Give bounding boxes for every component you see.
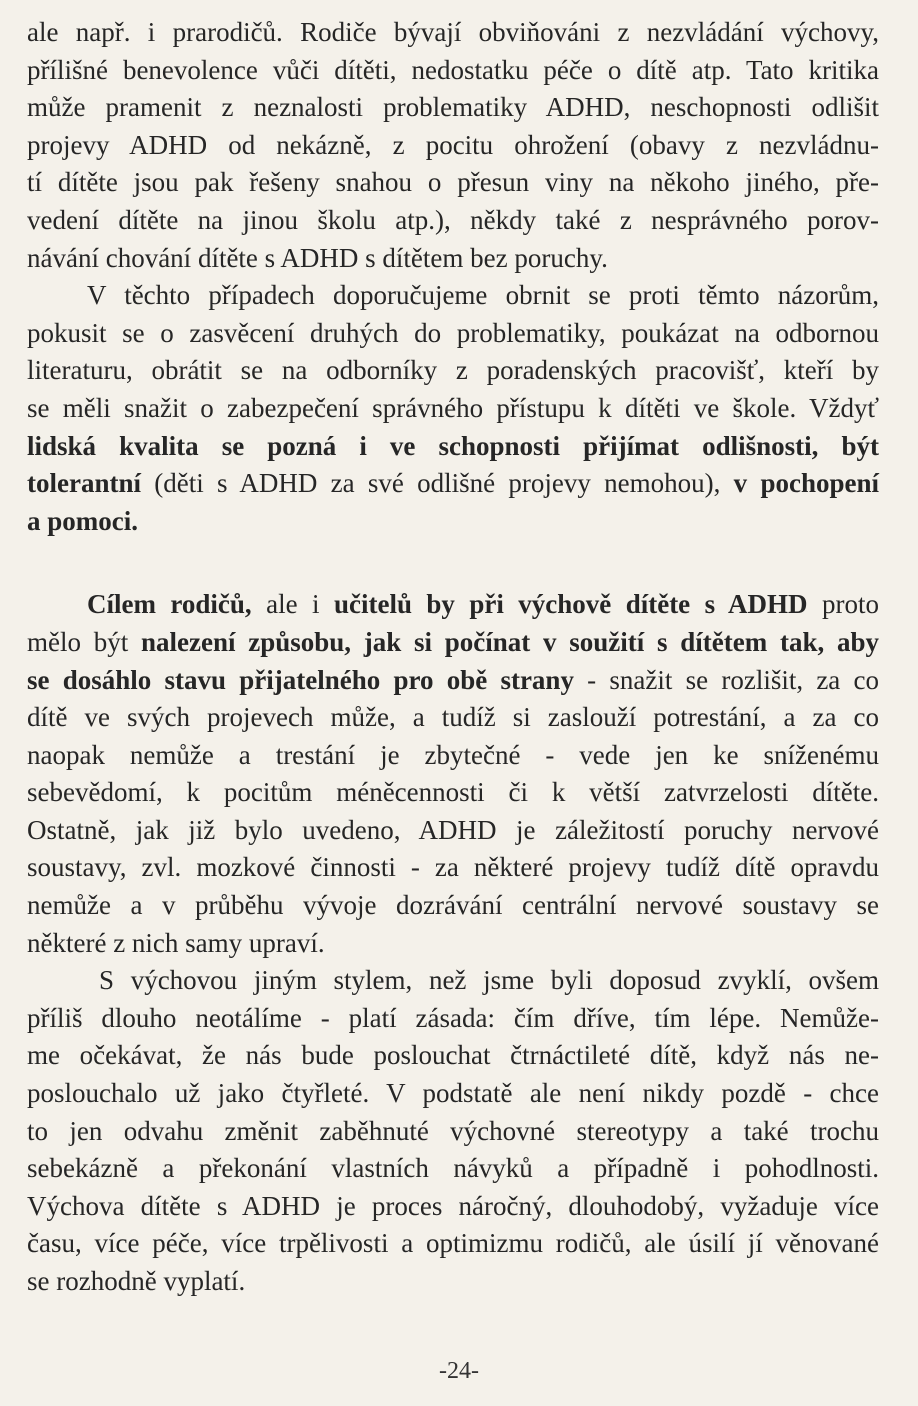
bold-text-run: nalezení způsobu, jak si počínat v soužití s dítětem tak, aby bbox=[140, 626, 879, 657]
text-run: naopak nemůže a trestání je zbytečné - vede jen ke sníženému bbox=[27, 739, 879, 770]
text-line bbox=[27, 352, 879, 390]
page-number: -24- bbox=[439, 1358, 479, 1384]
text-run: přílišné benevolence vůči dítěti, nedostatku péče o dítě atp. Tato kritika bbox=[27, 54, 879, 85]
text-line bbox=[27, 1225, 879, 1263]
text-line bbox=[27, 240, 879, 278]
text-run: se rozhodně vyplatí. bbox=[27, 1266, 246, 1296]
text-run: návání chování dítěte s ADHD s dítětem bez poruchy. bbox=[27, 242, 608, 273]
paragraph-gap bbox=[27, 540, 879, 586]
text-line bbox=[27, 428, 879, 466]
text-run: soustavy, zvl. mozkové činnosti - za některé projevy tudíž dítě opravdu bbox=[27, 852, 879, 883]
text-line bbox=[27, 127, 879, 165]
text-run: sebekázně a překonání vlastních návyků a případně i pohodlnosti. bbox=[27, 1153, 879, 1184]
text-line bbox=[27, 14, 879, 52]
text-run: Ostatně, jak již bylo uvedeno, ADHD je záležitostí poruchy nervové bbox=[27, 814, 879, 845]
text-line bbox=[27, 89, 879, 127]
text-line bbox=[27, 774, 879, 812]
text-line bbox=[27, 662, 879, 700]
text-line bbox=[27, 277, 879, 315]
text-run: literaturu, obrátit se na odborníky z poradenských pracovišť, kteří by bbox=[27, 355, 879, 386]
text-line bbox=[27, 1113, 879, 1151]
bold-text-run: tolerantní bbox=[27, 468, 141, 499]
bold-text-run: lidská kvalita se pozná i ve schopnosti přijímat odlišnosti, být bbox=[27, 430, 879, 461]
book-page bbox=[27, 14, 879, 1301]
bold-text-run: a pomoci. bbox=[27, 505, 138, 536]
text-line bbox=[27, 1150, 879, 1188]
text-run: me očekávat, že nás bude poslouchat čtrnáctileté dítě, když nás ne- bbox=[27, 1040, 879, 1071]
text-line bbox=[27, 1000, 879, 1038]
bold-text-run: se dosáhlo stavu přijatelného pro obě strany bbox=[27, 664, 574, 695]
text-run: V těchto případech doporučujeme obrnit se proti těmto názorům, bbox=[87, 280, 879, 311]
text-run: projevy ADHD od nekázně, z pocitu ohrožení (obavy z nezvládnu- bbox=[27, 129, 879, 160]
text-line bbox=[27, 164, 879, 202]
bold-text-run: Cílem rodičů, bbox=[87, 589, 252, 620]
text-line bbox=[27, 699, 879, 737]
text-line bbox=[27, 390, 879, 428]
text-line bbox=[27, 849, 879, 887]
text-run: sebevědomí, k pocitům méněcennosti či k větší zatvrzelosti dítěte. bbox=[27, 777, 879, 808]
paragraph-recommendation bbox=[27, 277, 879, 540]
paragraph-goal-of-parents bbox=[27, 586, 879, 962]
text-run: to jen odvahu změnit zaběhnuté výchovné stereotypy a také trochu bbox=[27, 1115, 879, 1146]
text-line bbox=[27, 1263, 879, 1301]
text-run: ale např. i prarodičů. Rodiče bývají obviňováni z nezvládání výchovy, bbox=[27, 17, 879, 47]
text-line bbox=[27, 1037, 879, 1075]
text-run: se měli snažit o zabezpečení správného přístupu k dítěti ve škole. Vždyť bbox=[27, 392, 879, 423]
text-line bbox=[27, 465, 879, 503]
text-line bbox=[27, 1188, 879, 1226]
text-run: tí dítěte jsou pak řešeny snahou o přesun viny na někoho jiného, pře- bbox=[27, 167, 879, 198]
text-run: poslouchalo už jako čtyřleté. V podstatě ale není nikdy pozdě - chce bbox=[27, 1078, 879, 1109]
text-line bbox=[27, 624, 879, 662]
bold-text-run: v pochopení bbox=[733, 468, 879, 499]
text-run: - snažit se rozlišit, za co bbox=[573, 664, 880, 695]
text-run: proto bbox=[807, 589, 879, 620]
text-run: ale i bbox=[251, 589, 334, 620]
text-run: času, více péče, více trpělivosti a optimizmu rodičů, ale úsilí jí věnované bbox=[27, 1228, 879, 1259]
text-line bbox=[27, 586, 879, 624]
bold-text-run: učitelů by při výchově dítěte s ADHD bbox=[333, 589, 808, 620]
text-run: nemůže a v průběhu vývoje dozrávání centrální nervové soustavy se bbox=[27, 890, 879, 921]
text-line bbox=[27, 925, 879, 963]
text-run: příliš dlouho neotálíme - platí zásada: čím dříve, tím lépe. Nemůže- bbox=[27, 1002, 879, 1033]
text-run: S výchovou jiným stylem, než jsme byli doposud zvyklí, ovšem bbox=[99, 965, 879, 996]
text-line bbox=[27, 315, 879, 353]
text-run: mělo být bbox=[27, 626, 141, 657]
text-run: (děti s ADHD za své odlišné projevy nemohou), bbox=[141, 468, 734, 499]
paragraph-upbringing-style bbox=[27, 962, 879, 1300]
text-line bbox=[27, 1075, 879, 1113]
text-line bbox=[27, 962, 879, 1000]
text-run: může pramenit z neznalosti problematiky ADHD, neschopnosti odlišit bbox=[27, 92, 879, 123]
paragraph-parental-criticism bbox=[27, 14, 879, 277]
text-run: dítě ve svých projevech může, a tudíž si zaslouží potrestání, a za co bbox=[27, 702, 879, 733]
text-line bbox=[27, 202, 879, 240]
text-line bbox=[27, 887, 879, 925]
text-run: pokusit se o zasvěcení druhých do problematiky, poukázat na odbornou bbox=[27, 317, 879, 348]
text-line bbox=[27, 52, 879, 90]
text-line bbox=[27, 737, 879, 775]
text-line bbox=[27, 812, 879, 850]
text-run: vedení dítěte na jinou školu atp.), někdy také z nesprávného porov- bbox=[27, 204, 879, 235]
text-run: některé z nich samy upraví. bbox=[27, 927, 325, 958]
text-line bbox=[27, 503, 879, 541]
text-run: Výchova dítěte s ADHD je proces náročný, dlouhodobý, vyžaduje více bbox=[27, 1190, 879, 1221]
